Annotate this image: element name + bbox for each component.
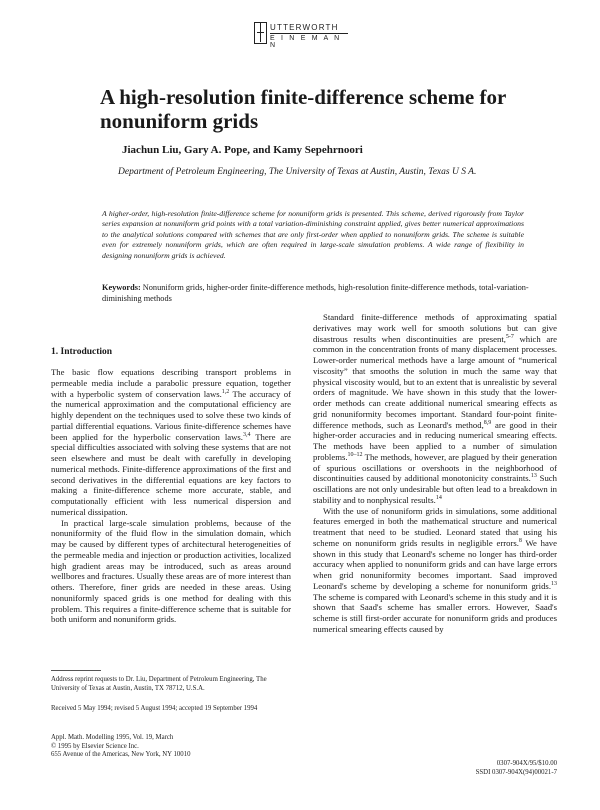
intro-paragraph-1 (51, 367, 291, 518)
keywords-label: Keywords: (102, 283, 141, 292)
authors: Jiachun Liu, Gary A. Pope, and Kamy Sepehrnoori (122, 144, 363, 156)
journal-info (51, 734, 291, 760)
citation: 8,9 (483, 419, 492, 426)
journal-citation: Appl. Math. Modelling 1995, Vol. 19, March (51, 734, 174, 741)
text-run: With the use of nonuniform grids in simulations, some additional features emerged in both the mathematical structure and numerical treatment that need to be studied. Leonard stated that using his scheme on nonuniform grids results in negligible errors. (313, 505, 557, 548)
citation: 1,2 (221, 388, 230, 395)
citation: 13 (530, 473, 537, 480)
citation: 3,4 (242, 431, 251, 438)
text-run: The methods, however, are plagued by their generation of spurious oscillations or overshoots in the neighborhood of discontinuities caused by additional monotonicity constraints. (313, 451, 557, 484)
article-codes (425, 760, 557, 777)
text-run: which are common in the concentration fronts of many displacement processes. Lower-order numerical methods have a large amount of “numerical viscosity” that smooths the solution in much the same way that physical viscosity would, but to an extent that is unrealistic by several orders of magnitude. We have shown in this study that the lower-order methods can create additional numerical smearing effects as grid nonuniformity becomes important. Standard four-point finite-difference methods, such as Leonard's method, (313, 333, 557, 430)
footnote-rule (51, 670, 101, 671)
publisher-logo-top: UTTERWORTH (270, 23, 339, 32)
journal-address: 655 Avenue of the Americas, New York, NY 10010 (51, 751, 191, 759)
publisher-logo-divider (270, 33, 348, 34)
footnote-received: Received 5 May 1994; revised 5 August 1994; accepted 19 September 1994 (51, 705, 258, 712)
publisher-logo (254, 22, 350, 49)
paper-title: A high-resolution finite-difference scheme for nonuniform grids (100, 85, 506, 133)
publisher-logo-bottom: E I N E M A N N (270, 35, 342, 49)
text-run: Standard finite-difference methods of approximating spatial derivatives may work well for smooth solutions but can give disastrous results when discontinuities are present, (313, 312, 557, 344)
intro-paragraph-4 (313, 506, 557, 635)
abstract: A higher-order, high-resolution finite-difference scheme for nonuniform grids is presented. This scheme, derived rigorously from Taylor series expansion at nonuniform grid points with a total variation-diminishing constraint applied, gives better numerical approximations to the analytical solutions compared with schemes that are only first-order when applied to nonuniform grids. The scheme is suitable even for extremely nonuniform grids, which are often required in large-scale simulation problems. A wide range of flexibility in designing nonuniform grids is achieved. (102, 209, 524, 260)
section-heading-introduction: 1. Introduction (51, 347, 113, 357)
text-run: Such oscillations are not only undesirable but often lead to a breakdown in stability and to nonphysical results. (313, 473, 557, 505)
ssdi-code: SSDI 0307-904X(94)00021-7 (475, 768, 557, 776)
intro-paragraph-3 (313, 312, 557, 506)
citation: 10–12 (347, 451, 363, 458)
affiliation: Department of Petroleum Engineering, The University of Texas at Austin, Austin, Texas U S A. (118, 167, 477, 177)
keywords-text: Nonuniform grids, higher-order finite-difference methods, high-resolution finite-difference methods, total-variation-diminishing methods (102, 283, 529, 303)
intro-paragraph-2: In practical large-scale simulation problems, because of the nonuniformity of the fluid flow in the simulation domain, which may be caused by different types of architectural heterogeneities of the permeable media and injection or production activities, localized high gradient areas may be introduced, such as areas around wellbores and fractures. Usually these areas are of more interest than others. Therefore, finer grids are needed in these areas. Using nonuniformly spaced grids is one method for dealing with this problem. This requires a finite-difference scheme that is suitable for both uniform and nonuniform grids. (51, 517, 291, 625)
right-column (313, 312, 557, 635)
citation: 8 (518, 537, 522, 544)
left-column (51, 346, 291, 625)
citation: 13 (551, 580, 557, 587)
text-run: The accuracy of the numerical approximation and the computational efficiency are highly dependent on the techniques used to solve these two kinds of partial differential equations. Various finite-difference schemes have been applied for the hyperbolic conservation laws. (51, 388, 291, 442)
citation: 5-7 (505, 333, 514, 340)
footnote-address: Address reprint requests to Dr. Liu, Department of Petroleum Engineering, The University of Texas at Austin, Austin, TX 78712, U.S.A. (51, 676, 267, 692)
text-run: The scheme is compared with Leonard's scheme in this study and it is shown that Saad's scheme has smaller errors. However, Saad's scheme is still first-order accurate for nonuniform grids and produces numerical smearing effects caused by (313, 591, 557, 634)
journal-copyright: © 1995 by Elsevier Science Inc. (51, 742, 139, 750)
keywords (102, 282, 532, 304)
issn-code: 0307-904X/95/$10.00 (496, 760, 557, 767)
publisher-monogram (254, 22, 267, 44)
text-run: There are special difficulties associated with solving these systems that are not seen elsewhere and must be dealt with carefully in developing numerical methods. Finite-difference approximations of the first and second derivatives in the differential equations are key factors to making a finite-difference scheme more accurate, stable, and computationally efficient with less numerical dispersion and numerical dissipation. (51, 431, 291, 517)
text-run: The basic flow equations describing transport problems in permeable media include a parabolic pressure equation, together with a hyperbolic system of conservation laws. (51, 367, 291, 399)
text-run: are good in their higher-order accuracies and in reducing numerical smearing effects. The methods have been applied to a number of simulation problems. (313, 419, 557, 462)
citation: 14 (435, 494, 442, 501)
text-run: We have shown in this study that Leonard's scheme no longer has third-order accuracy when applied to nonuniform grids and can have large errors when grid nonuniformity becomes important. Saad improved Leonard's scheme by developing a scheme for nonuniform grids. (313, 537, 557, 591)
